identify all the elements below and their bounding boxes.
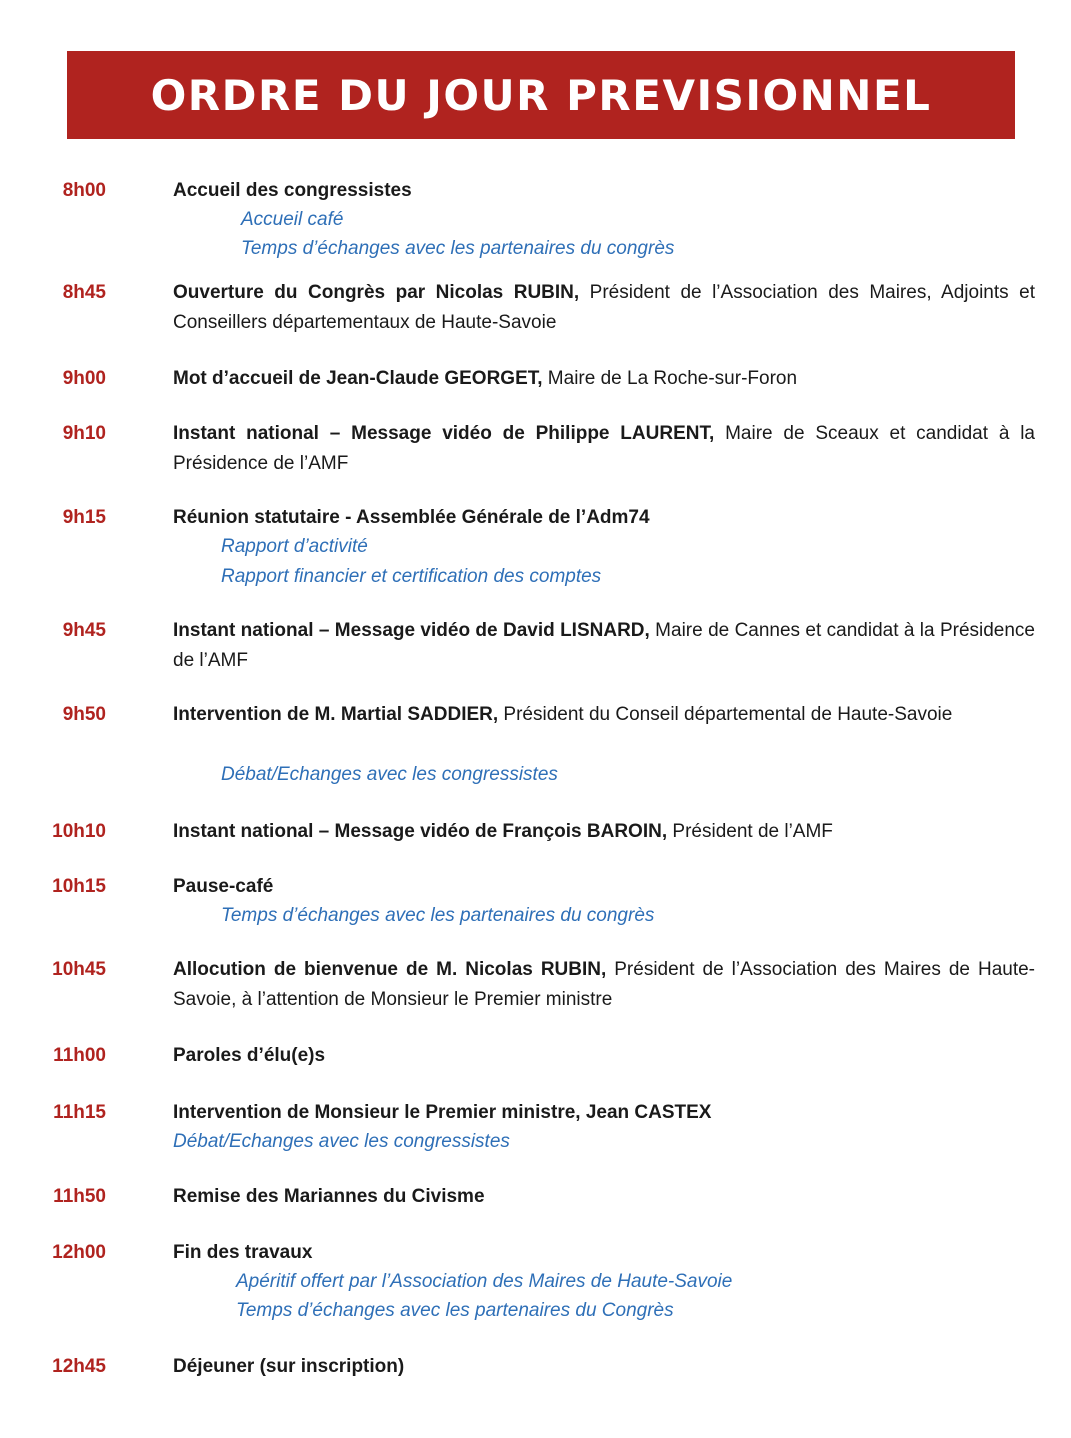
agenda-text bbox=[173, 1041, 1035, 1071]
agenda-title: Ouverture du Congrès par Nicolas RUBIN, bbox=[173, 282, 580, 303]
agenda-title: Fin des travaux bbox=[173, 1242, 313, 1263]
agenda-title: Instant national – Message vidéo de David LISNARD, bbox=[173, 620, 650, 641]
agenda-text bbox=[173, 817, 1035, 847]
agenda-time: 9h00 bbox=[62, 368, 106, 389]
agenda-text bbox=[173, 700, 1035, 730]
agenda-time: 10h15 bbox=[52, 876, 106, 897]
agenda-time: 8h45 bbox=[62, 282, 106, 303]
agenda-title: Mot d’accueil de Jean-Claude GEORGET, bbox=[173, 368, 543, 389]
agenda-text bbox=[173, 1098, 1035, 1128]
agenda-title: Pause-café bbox=[173, 876, 274, 897]
agenda-text bbox=[173, 176, 1035, 206]
agenda-subitem: Débat/Echanges avec les congressistes bbox=[221, 764, 558, 785]
agenda-detail: Président du Conseil départemental de Haute-Savoie bbox=[498, 704, 953, 725]
agenda-title: Réunion statutaire - Assemblée Générale de l’Adm74 bbox=[173, 507, 650, 528]
agenda-subitem: Rapport d’activité bbox=[221, 536, 368, 557]
agenda-time: 9h15 bbox=[62, 507, 106, 528]
agenda-text bbox=[173, 616, 1035, 676]
agenda-detail: Président de l’Association des Maires, Adjoints et Conseillers départementaux de Haute-Savoie bbox=[173, 282, 1035, 333]
agenda-detail: Maire de Cannes et candidat à la Présidence de l’AMF bbox=[173, 620, 1035, 671]
agenda-text bbox=[173, 1238, 1035, 1268]
agenda-title: Remise des Mariannes du Civisme bbox=[173, 1186, 485, 1207]
agenda-time: 12h45 bbox=[52, 1356, 106, 1377]
agenda-subitem: Apéritif offert par l’Association des Maires de Haute-Savoie bbox=[236, 1271, 733, 1292]
agenda-time: 9h10 bbox=[62, 423, 106, 444]
agenda-text bbox=[173, 364, 1035, 394]
agenda-title: Instant national – Message vidéo de Philippe LAURENT, bbox=[173, 423, 715, 444]
agenda-text bbox=[173, 503, 1035, 533]
agenda-title: Paroles d’élu(e)s bbox=[173, 1045, 326, 1066]
agenda-subitem: Temps d’échanges avec les partenaires du congrès bbox=[221, 905, 655, 926]
agenda-text bbox=[173, 955, 1035, 1015]
agenda-time: 9h45 bbox=[62, 620, 106, 641]
agenda-time: 12h00 bbox=[52, 1242, 106, 1263]
title-banner bbox=[67, 51, 1015, 139]
agenda-text bbox=[173, 278, 1035, 338]
agenda-title: Allocution de bienvenue de M. Nicolas RUBIN, bbox=[173, 959, 607, 980]
agenda-detail: Président de l’AMF bbox=[667, 821, 833, 842]
agenda-text bbox=[173, 1182, 1035, 1212]
agenda-subitem: Accueil café bbox=[241, 209, 344, 230]
agenda-time: 11h00 bbox=[53, 1045, 106, 1066]
agenda-time: 11h50 bbox=[53, 1186, 106, 1207]
agenda-time: 9h50 bbox=[62, 704, 106, 725]
agenda-time: 10h10 bbox=[52, 821, 106, 842]
agenda-subitem: Débat/Echanges avec les congressistes bbox=[173, 1131, 510, 1152]
agenda-text bbox=[173, 1352, 1035, 1382]
page-title: ORDRE DU JOUR PREVISIONNEL bbox=[150, 70, 932, 120]
agenda-time: 8h00 bbox=[62, 180, 106, 201]
agenda-subitem: Temps d’échanges avec les partenaires du congrès bbox=[241, 238, 675, 259]
agenda-detail: Maire de Sceaux et candidat à la Présidence de l’AMF bbox=[173, 423, 1035, 474]
agenda-text bbox=[173, 872, 1035, 902]
agenda-title: Intervention de M. Martial SADDIER, bbox=[173, 704, 499, 725]
agenda-title: Déjeuner (sur inscription) bbox=[173, 1356, 405, 1377]
agenda-detail: Président de l’Association des Maires de Haute-Savoie, à l’attention de Monsieur le Premier ministre bbox=[173, 959, 1035, 1010]
agenda-text bbox=[173, 419, 1035, 479]
agenda-subitem: Rapport financier et certification des comptes bbox=[221, 566, 602, 587]
agenda-time: 10h45 bbox=[52, 959, 106, 980]
agenda-title: Intervention de Monsieur le Premier ministre, Jean CASTEX bbox=[173, 1102, 712, 1123]
agenda-detail: Maire de La Roche-sur-Foron bbox=[542, 368, 798, 389]
agenda-time: 11h15 bbox=[53, 1102, 106, 1123]
agenda-title: Instant national – Message vidéo de François BAROIN, bbox=[173, 821, 668, 842]
agenda-subitem: Temps d’échanges avec les partenaires du Congrès bbox=[236, 1300, 674, 1321]
agenda-title: Accueil des congressistes bbox=[173, 180, 412, 201]
